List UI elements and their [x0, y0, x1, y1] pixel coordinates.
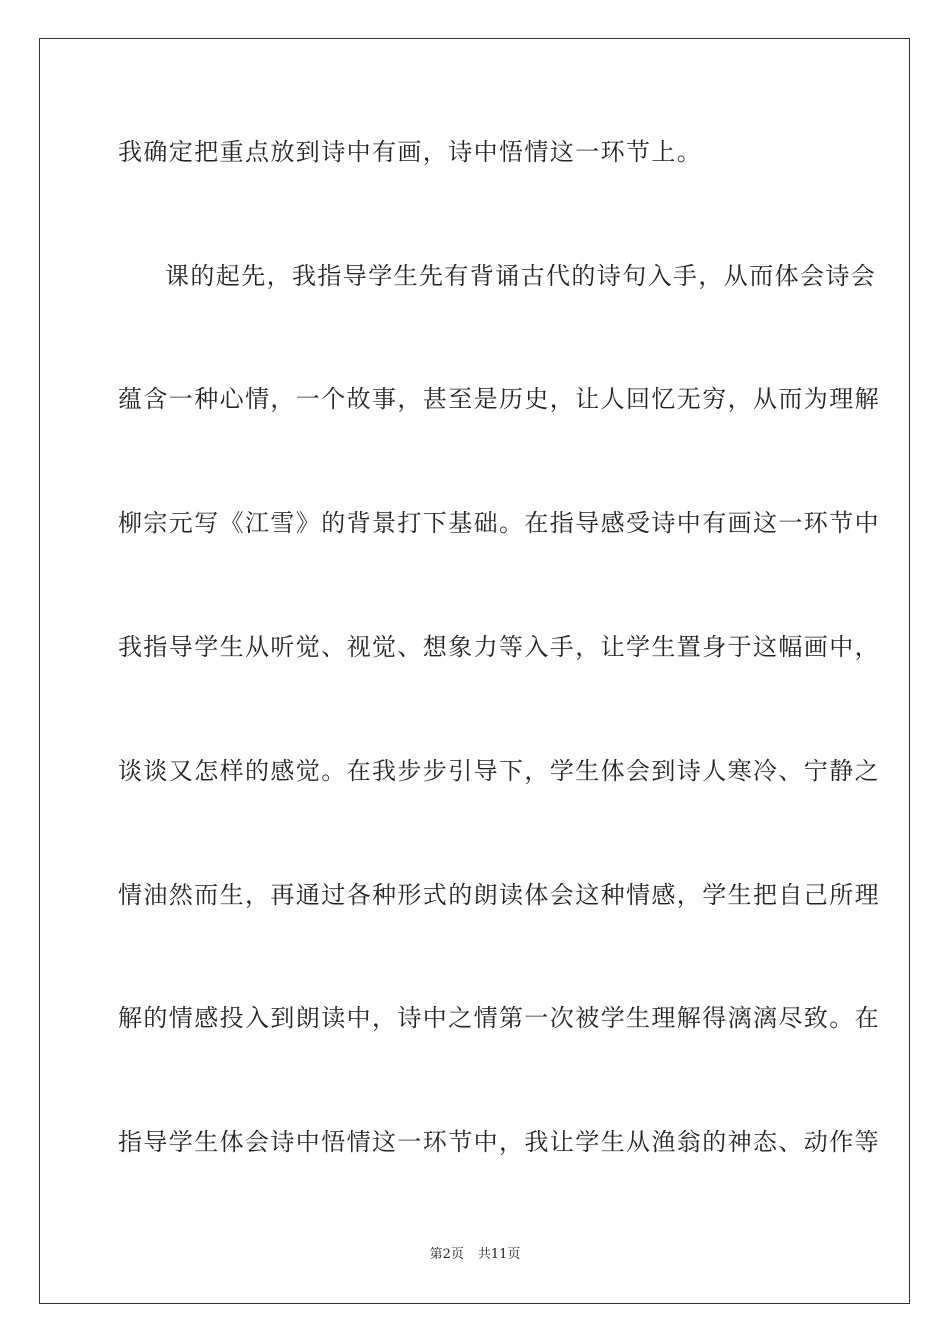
page-number: 第2页: [429, 1247, 464, 1262]
page-border: [39, 38, 910, 1304]
body-text-line: 我确定把重点放到诗中有画，诗中悟情这一环节上。: [118, 138, 703, 166]
body-text-line: 课的起先，我指导学生先有背诵古代的诗句入手，从而体会诗会: [165, 262, 877, 290]
page-total: 共11页: [477, 1247, 521, 1262]
page-footer: [0, 1246, 950, 1264]
body-text-line: 柳宗元写《江雪》的背景打下基础。在指导感受诗中有画这一环节中: [118, 509, 880, 537]
body-text-line: 我指导学生从听觉、视觉、想象力等入手，让学生置身于这幅画中，: [118, 633, 880, 661]
body-text-line: 蕴含一种心情，一个故事，甚至是历史，让人回忆无穷，从而为理解: [118, 385, 880, 413]
body-text-line: 指导学生体会诗中悟情这一环节中，我让学生从渔翁的神态、动作等: [118, 1128, 880, 1156]
body-text-line: 情油然而生，再通过各种形式的朗读体会这种情感，学生把自己所理: [118, 881, 880, 909]
body-text-line: 解的情感投入到朗读中，诗中之情第一次被学生理解得漓漓尽致。在: [118, 1004, 880, 1032]
body-text-line: 谈谈又怎样的感觉。在我步步引导下，学生体会到诗人寒冷、宁静之: [118, 757, 880, 785]
